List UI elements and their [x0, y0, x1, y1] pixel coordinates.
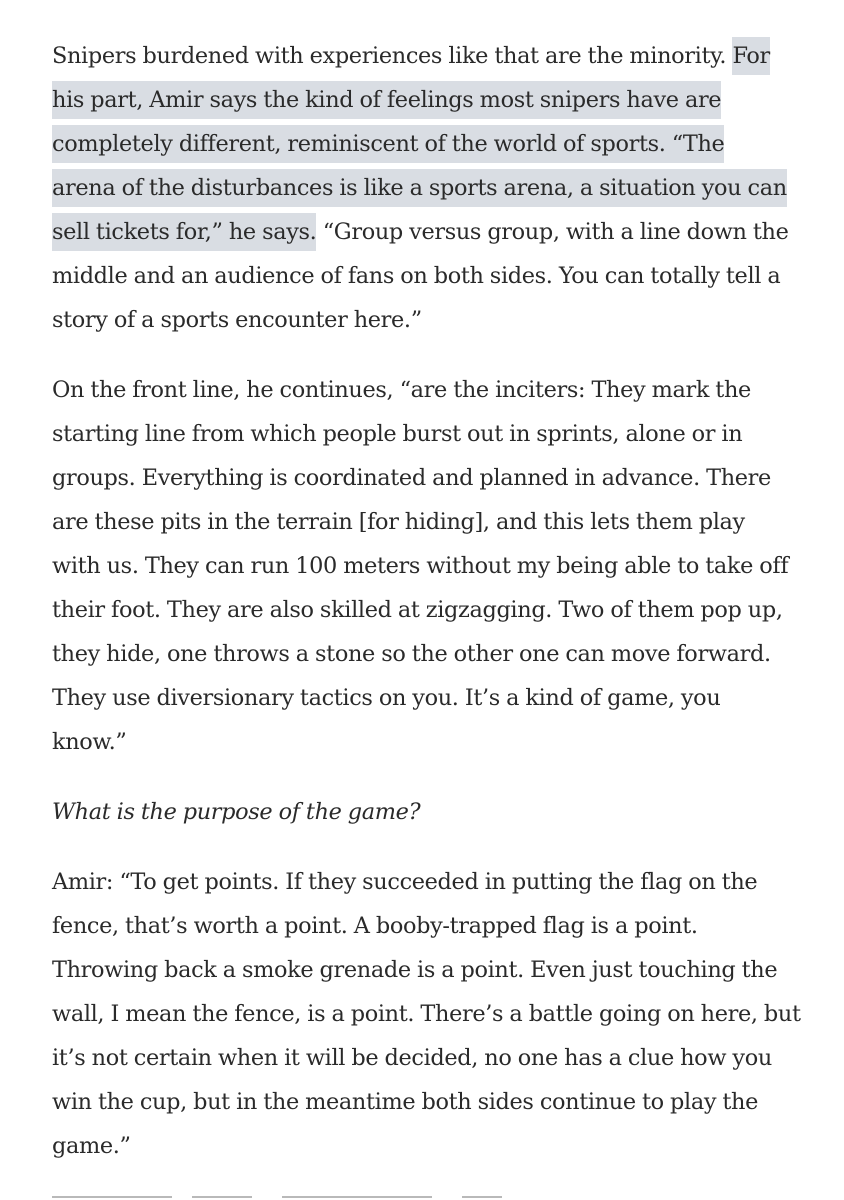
paragraph-snipers-intro: Snipers burdened with experiences like that are the minority.	[52, 43, 733, 69]
paragraph-front-line: On the front line, he continues, “are the inciters: They mark the starting line from which people burst out in sprints, alone or in groups. Everything is coordinated and planned in advance. There are these pits in the terrain [for hiding], and this lets them play with us. They can run 100 meters without my being able to take off their foot. They are also skilled at zigzagging. Two of them pop up, they hide, one throws a stone so the other one can move forward. They use diversionary tactics on you. It’s a kind of game, you know.”	[52, 377, 789, 755]
interview-question: What is the purpose of the game?	[52, 799, 421, 825]
paragraph-amir-answer: Amir: “To get points. If they succeeded in putting the flag on the fence, that’s worth a point. A booby-trapped flag is a point. Throwing back a smoke grenade is a point. Even just touching the wall, I mean the fence, is a point. There’s a battle going on here, but it’s not certain when it will be decided, no one has a clue how you win the cup, but in the meantime both sides continue to play the game.”	[52, 869, 801, 1159]
next-paragraph-cutoff	[52, 1186, 812, 1200]
article-body	[52, 34, 814, 1194]
paragraph-snipers-quote: “Group versus group, with a line down the middle and an audience of fans on both sides. You can totally tell a story of a sports encounter here.”	[52, 219, 789, 333]
highlighted-passage[interactable]: For his part, Amir says the kind of feelings most snipers have are completely different, reminiscent of the world of sports. “The arena of the disturbances is like a sports arena, a situation you can sell tickets for,” he says.	[52, 37, 787, 251]
paragraph-snipers	[52, 34, 814, 342]
